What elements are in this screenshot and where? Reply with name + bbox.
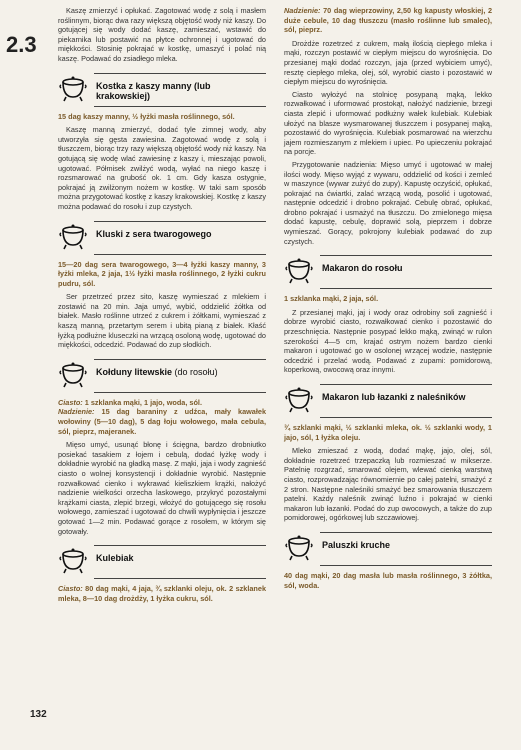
header-rule-bottom [320, 417, 492, 418]
ingredients [58, 584, 266, 603]
header-rule-bottom [320, 565, 492, 566]
recipe-header-makaron [284, 251, 492, 291]
pot-icon [284, 384, 314, 414]
recipe-text: Z przesianej mąki, jaj i wody oraz odrobiny soli zagnieść i dobrze wyrobić ciasto, rozwałkować cienko i pozostawić do przeschnięcia. Następnie posypać lekko mąką, zwinąć w rulon szerokości 4—5 cm, krajać ostrym nożem bardzo cienki makaron i ugotować go w osolonej wrzącej wodzie, następnie odcedzić i przelać wodą. Podawać z zupami: pomidorową, koperkową, owocową oraz innymi. [284, 307, 492, 375]
ingredients: 15—20 dag sera twarogowego, 3—4 łyżki kaszy manny, 3 łyżki mleka, 2 jaja, 1½ łyżki masła roślinnego, 2 łyżki cukru pudru, sól. [58, 259, 266, 288]
recipe-header-kluski [58, 217, 266, 257]
ingredients: 15 dag kaszy manny, ½ łyżki masła roślinnego, sól. [58, 111, 235, 121]
recipe-title [96, 367, 266, 377]
recipe-title: Makaron lub łazanki z naleśników [322, 392, 466, 402]
filling-label: Nadzienie: [284, 6, 321, 15]
ingredients: ¾ szklanki mąki, ½ szklanki mleka, ok. ½ szklanki wody, 1 jajo, sól, 1 łyżka oleju. [284, 423, 492, 442]
header-rule-bottom [94, 106, 266, 107]
header-rule [320, 255, 492, 256]
intro-paragraph: Kaszę zmierzyć i opłukać. Zagotować wodę z solą i masłem roślinnym, biorąc dwa razy większą objętość wody niż kaszy. Do gotującej się wody dodać kaszę, zamieszać, wstawić do piekarnika lub postawić na płytce ochronnej i ugotować do miękkości. Stosinię pokrajać w kostkę, umaszyć i polać nią kaszę. Podawać do zsiadłego mleka. [58, 6, 266, 63]
recipe-header-kolduny [58, 355, 266, 395]
recipe-text: Mięso umyć, usunąć błonę i ścięgna, bardzo drobniutko posiekać tasakiem z łojem i cebulą, dodać łyżkę wody i dokładnie wyrobić na gładką masę. Z mąki, jaja i wody zagnieść ciasto o wolnej konsystencji i dokładnie wyrobić. Następnie rozwałkować cienko i wykrawać kieliszkiem krążki, nałożyć nadzienie wielkości orzecha laskowego, przykryć pozostałymi krążkami ciasta, zlepić brzegi, włożyć do gotującego się rosołu wołowego, zamieszać i ugotować do chwili wypłynięcia i jeszcze gotować 1—2 min. Podawać gorące z rosołem, w którym się gotowały. [58, 440, 266, 536]
recipe-title-sub: (do rosołu) [174, 366, 218, 377]
page-number: 132 [30, 709, 47, 720]
recipe-header-kostka [58, 69, 266, 109]
pot-icon [58, 221, 88, 251]
ingredients-label: Ciasto: [58, 397, 83, 407]
recipe-title: Kluski z sera twarogowego [96, 228, 212, 239]
recipe-header-lazanki [284, 380, 492, 420]
header-rule [94, 221, 266, 222]
pot-icon [58, 545, 88, 575]
filling-label: Nadzienie: [58, 407, 95, 417]
header-rule [94, 545, 266, 546]
recipe-text: Mleko zmieszać z wodą, dodać mąkę, jajo, olej, sól, dokładnie rozetrzeć trzepaczką lub rozmieszać w mikserze. Patelnię rozgrzać, smarować olejem, wlewać cienką warstwą ciasto, rozprowadzając równomiernie po całej patelni, smażyć z 2 stron. Następne naleśniki smażyć bez smarowania tłuszczem patelni. Każdy naleśnik zwinąć luźno i pokrajać w cienki makaron lub łazanki. Podać do zup owocowych, a także do zup pomidorowej, ogórkowej lub szczawiowej. [284, 446, 492, 523]
header-rule-bottom [320, 288, 492, 289]
recipe-title: Kostka z kaszy manny (lub krakowskiej) [96, 80, 211, 101]
pot-icon [58, 359, 88, 389]
header-rule [320, 532, 492, 533]
header-rule-bottom [94, 254, 266, 255]
recipe-text: Przygotowanie nadzienia: Mięso umyć i ugotować w małej ilości wody. Mięso wyjąć z wywaru, oddzielić od kości i zemleć w maszynce (wywar zużyć do zupy). Kapustę oczyścić, opłukać, pokrajać na ćwiartki, zalać wrzącą wodą, posolić i ugotować, następnie odcedzić i drobno pokrajać. Cebulę obrać, opłukać, drobno pokrajać i usmażyć na tłuszczu. Do zmielonego mięsa dodać kapustę, cebulę, doprawić solą, pieprzem i dobrze wymieszać. Gorący, pokrojony kulebiak podawać do zup czystych. [284, 159, 492, 246]
header-rule [94, 359, 266, 360]
header-rule-bottom [94, 578, 266, 579]
ingredients-dough [58, 398, 266, 436]
filling-list: 15 dag baraniny z udźca, mały kawałek wołowiny (5—10 dag), 5 dag łoju wołowego, mała cebula, sól, pieprz, majeranek. [58, 407, 267, 436]
pot-icon [284, 532, 314, 562]
filling [284, 6, 492, 35]
recipe-text: Drożdże rozetrzeć z cukrem, małą ilością ciepłego mleka i mąki, rozczyn postawić w ciepłym miejscu do wyrośnięcia. Do przesianej mąki dodać rozczyn, jaja (przed wybiciem umyć), resztę ciepłego mleka, olej, sól, wyrobić ciasto i pozostawić w ciepłym miejscu do wyrośnięcia. [284, 38, 492, 87]
filling-list: 70 dag wieprzowiny, 2,50 kg kapusty włoskiej, 2 duże cebule, 10 dag tłuszczu (masło roślinne lub smalec), sól, pieprz. [284, 6, 493, 35]
ingredients: 40 dag mąki, 20 dag masła lub masła roślinnego, 3 żółtka, sól, woda. [284, 570, 492, 590]
pot-icon [284, 255, 314, 285]
recipe-header-kulebiak [58, 541, 266, 581]
header-rule [94, 73, 266, 74]
ingredients: 1 szklanka mąki, 2 jaja, sól. [284, 294, 379, 304]
recipe-header-paluszki [284, 528, 492, 568]
ingredients-label: Ciasto: [58, 584, 83, 594]
recipe-text: Ser przetrzeć przez sito, kaszę wymieszać z mlekiem i zostawić na 20 min. Jaja umyć, wybić, oddzielić żółtka od białek. Masło roślinne utrzeć z cukrem i żółtkami, wymieszać z kaszą manną, przetartym serem i ubitą pianą z białek. Kłaść łyżką podłużne kluseczki na wrzącą osoloną wodę, ugotować do miękkości, odcedzić. Podawać do zup słodkich. [58, 292, 266, 350]
ingredients-list: 1 szklanka mąki, 1 jajo, woda, sól. [84, 397, 202, 407]
recipe-title: Kulebiak [96, 553, 134, 564]
ingredients-list: 80 dag mąki, 4 jaja, ¾ szklanki oleju, ok. 2 szklanek mleka, 8—10 dag drożdży, 1 łyżka cukru, sól. [58, 584, 266, 603]
section-number: 2.3 [6, 32, 37, 57]
recipe-text: Kaszę manną zmierzyć, dodać tyle zimnej wody, aby utworzyła się gęsta zawiesina. Zagotować wodę z solą i tłuszczem, biorąc trzy razy większą objętość wody niż kaszy. Na gotującą się wodę wlać zawiesinę z kaszy i, mieszając powoli, ugotować. Półmisek zwilżyć wodą, wyłać na niego kaszę i rozsmarować na grubość ok. 1 cm. Gdy kasza ostygnie, pokrajać ją zwilżonym nożem w kostkę. W taki sam sposób można przygotować kostkę z kaszy krakowskiej. Kostkę z kaszy można podawać do rosołu i zup czystych. [58, 125, 266, 211]
recipe-title: Makaron do rosołu [322, 263, 403, 274]
header-rule-bottom [94, 392, 266, 393]
header-rule [320, 384, 492, 385]
left-column [58, 6, 266, 607]
recipe-title-main: Kołduny litewskie [96, 366, 173, 377]
recipe-text: Ciasto wyłożyć na stolnicę posypaną mąką, lekko rozwałkować i uformować prostokąt, nałożyć nadzienie, brzegi ciasta zlepić i uformować podłużny wałek kulebiak. Kulebiak ułożyć na blasze wysmarowanej tłuszczem i posypanej mąką, pozostawić do wyrośnięcia. Kulebiak posmarować na wierzchu jajem rozmieszanym z mlekiem i upiec. Po upieczeniu pokrajać na porcje. [284, 89, 492, 157]
recipe-title: Paluszki kruche [322, 539, 391, 550]
pot-icon [58, 73, 88, 103]
right-column [284, 6, 492, 594]
